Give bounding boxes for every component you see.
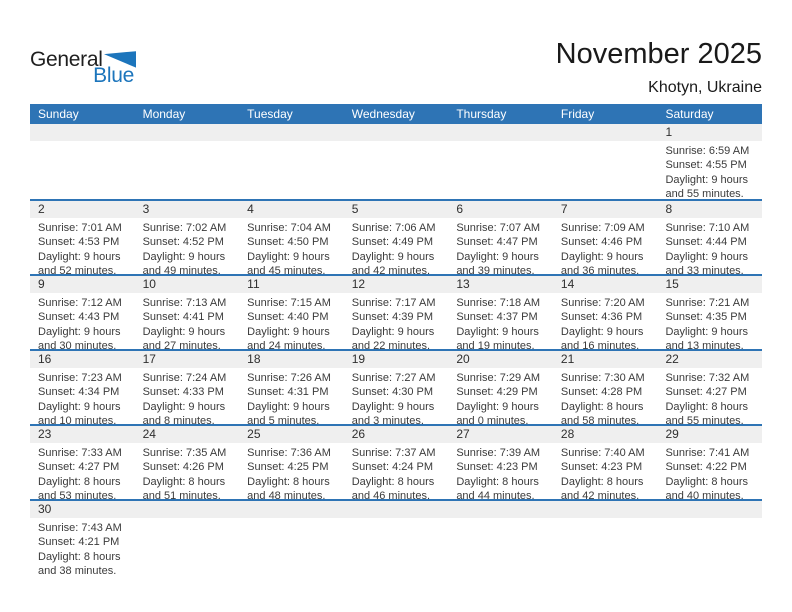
sunrise-text: Sunrise: 7:35 AM [142,447,227,459]
day-cell [30,124,135,199]
weekday-header-label: Saturday [665,107,714,121]
day-details [344,293,449,349]
sunset-text: Sunset: 4:24 PM [351,461,434,474]
daylight-text-line1: Daylight: 9 hours [38,325,121,338]
sunset-text: Sunset: 4:49 PM [351,236,434,249]
day-number: 24 [135,426,240,443]
daylight-text-line1: Daylight: 9 hours [560,325,644,338]
day-details [30,443,135,499]
sunrise-text: Sunrise: 7:43 AM [38,522,122,534]
sunrise-text: Sunrise: 7:39 AM [456,447,541,459]
weekday-header-label: Monday [142,107,186,121]
day-number [553,501,658,518]
daylight-text-line2: and 55 minutes. [665,415,744,424]
sunset-text: Sunset: 4:31 PM [247,386,329,399]
daylight-text-line1: Daylight: 9 hours [351,400,435,413]
weekday-header-label: Friday [560,107,595,121]
day-number: 25 [239,426,344,443]
logo-text-blue: Blue [93,64,134,87]
sunset-text: Sunset: 4:23 PM [456,461,538,474]
day-details [657,443,762,499]
daylight-text-line1: Daylight: 8 hours [456,475,539,488]
daylight-text-line2: and 24 minutes. [247,340,326,349]
day-details [344,518,449,521]
day-number: 15 [657,276,762,293]
day-details [239,218,344,274]
day-number: 1 [657,124,762,141]
day-number [239,501,344,518]
day-cell [448,276,553,349]
daylight-text-line1: Daylight: 8 hours [665,475,749,488]
day-cell [239,426,344,499]
day-cell [135,124,240,199]
day-cell [657,351,762,424]
day-number: 23 [30,426,135,443]
daylight-text-line2: and 53 minutes. [38,490,117,499]
sunrise-text: Sunrise: 7:27 AM [351,372,436,384]
day-number [135,501,240,518]
day-details [448,368,553,424]
day-cell [30,426,135,499]
daylight-text-line1: Daylight: 9 hours [456,250,539,263]
sunset-text: Sunset: 4:46 PM [560,236,643,249]
sunrise-text: Sunrise: 7:12 AM [38,297,122,309]
day-cell [657,501,762,574]
day-cell [344,124,449,199]
day-details [657,293,762,349]
day-details [553,368,658,424]
day-details [657,368,762,424]
day-number: 5 [344,201,449,218]
weekday-header-label: Wednesday [351,107,415,121]
sunrise-text: Sunrise: 7:18 AM [456,297,541,309]
day-cell [344,201,449,274]
daylight-text-line2: and 51 minutes. [142,490,221,499]
day-cell [344,426,449,499]
sunset-text: Sunset: 4:41 PM [142,311,224,324]
day-cell [239,201,344,274]
daylight-text-line2: and 16 minutes. [560,340,640,349]
day-number: 28 [553,426,658,443]
daylight-text-line1: Daylight: 9 hours [38,400,121,413]
weekday-header-label: Thursday [456,107,507,121]
daylight-text-line2: and 42 minutes. [351,265,431,274]
sunset-text: Sunset: 4:29 PM [456,386,538,399]
sunset-text: Sunset: 4:27 PM [665,386,747,399]
day-details [448,141,553,144]
daylight-text-line2: and 42 minutes. [560,490,640,499]
day-cell [30,276,135,349]
sunrise-text: Sunrise: 7:07 AM [456,222,541,234]
sunset-text: Sunset: 4:35 PM [665,311,747,324]
day-number: 21 [553,351,658,368]
daylight-text-line2: and 55 minutes. [665,188,744,199]
day-cell [30,351,135,424]
sunrise-text: Sunrise: 7:15 AM [247,297,331,309]
daylight-text-line2: and 44 minutes. [456,490,535,499]
day-cell [553,426,658,499]
sunrise-text: Sunrise: 7:30 AM [560,372,645,384]
day-cell [553,124,658,199]
day-details [239,368,344,424]
sunrise-text: Sunrise: 7:33 AM [38,447,122,459]
day-details [657,141,762,199]
logo-text-general: General [30,48,103,71]
daylight-text-line1: Daylight: 8 hours [351,475,435,488]
day-cell [448,124,553,199]
day-number: 4 [239,201,344,218]
daylight-text-line1: Daylight: 9 hours [142,400,226,413]
day-details [657,218,762,274]
day-details [239,518,344,521]
day-cell [553,501,658,574]
day-details [30,218,135,274]
daylight-text-line2: and 5 minutes. [247,415,320,424]
daylight-text-line1: Daylight: 9 hours [665,173,749,186]
daylight-text-line1: Daylight: 9 hours [142,250,226,263]
sunrise-text: Sunrise: 7:06 AM [351,222,436,234]
day-details [553,518,658,521]
sunrise-text: Sunrise: 7:37 AM [351,447,436,459]
sunrise-text: Sunrise: 7:01 AM [38,222,122,234]
sunrise-text: Sunrise: 7:26 AM [247,372,331,384]
daylight-text-line1: Daylight: 8 hours [142,475,226,488]
sunset-text: Sunset: 4:39 PM [351,311,434,324]
week-row [30,124,762,199]
day-details [135,518,240,521]
day-cell [135,351,240,424]
sunset-text: Sunset: 4:25 PM [247,461,329,474]
sunset-text: Sunset: 4:23 PM [560,461,643,474]
sunset-text: Sunset: 4:44 PM [665,236,747,249]
day-number [553,124,658,141]
day-cell [553,276,658,349]
daylight-text-line1: Daylight: 9 hours [247,400,330,413]
day-details [448,443,553,499]
sunrise-text: Sunrise: 7:17 AM [351,297,436,309]
day-cell [553,351,658,424]
day-number: 29 [657,426,762,443]
day-number: 27 [448,426,553,443]
day-cell [344,351,449,424]
day-cell [657,276,762,349]
day-details [344,368,449,424]
sunrise-text: Sunrise: 7:36 AM [247,447,331,459]
sunrise-text: Sunrise: 6:59 AM [665,145,750,157]
week-row [30,499,762,574]
day-details [553,141,658,144]
daylight-text-line2: and 10 minutes. [38,415,117,424]
day-cell [239,501,344,574]
day-number [448,501,553,518]
day-cell [135,501,240,574]
day-number: 17 [135,351,240,368]
day-details [239,293,344,349]
day-cell [448,201,553,274]
daylight-text-line2: and 58 minutes. [560,415,640,424]
day-details [135,293,240,349]
sunrise-text: Sunrise: 7:24 AM [142,372,227,384]
sunset-text: Sunset: 4:55 PM [665,159,747,172]
day-cell [448,426,553,499]
day-cell [448,501,553,574]
day-number [344,501,449,518]
sunset-text: Sunset: 4:33 PM [142,386,224,399]
daylight-text-line1: Daylight: 9 hours [665,325,749,338]
calendar-grid [30,124,762,574]
daylight-text-line1: Daylight: 8 hours [38,550,121,563]
daylight-text-line1: Daylight: 8 hours [560,400,644,413]
day-number [448,124,553,141]
day-details [239,141,344,144]
day-details [657,518,762,521]
sunrise-text: Sunrise: 7:21 AM [665,297,750,309]
sunrise-text: Sunrise: 7:40 AM [560,447,645,459]
daylight-text-line2: and 52 minutes. [38,265,117,274]
day-number [135,124,240,141]
daylight-text-line2: and 19 minutes. [456,340,535,349]
daylight-text-line2: and 40 minutes. [665,490,744,499]
daylight-text-line1: Daylight: 8 hours [38,475,121,488]
daylight-text-line2: and 13 minutes. [665,340,744,349]
day-number: 6 [448,201,553,218]
day-cell [135,426,240,499]
day-number: 13 [448,276,553,293]
sunset-text: Sunset: 4:36 PM [560,311,643,324]
sunset-text: Sunset: 4:52 PM [142,236,224,249]
day-number: 22 [657,351,762,368]
sunset-text: Sunset: 4:30 PM [351,386,434,399]
day-cell [135,276,240,349]
daylight-text-line1: Daylight: 9 hours [38,250,121,263]
day-details [135,368,240,424]
day-cell [657,201,762,274]
day-number: 8 [657,201,762,218]
daylight-text-line2: and 8 minutes. [142,415,215,424]
daylight-text-line2: and 27 minutes. [142,340,221,349]
daylight-text-line1: Daylight: 9 hours [560,250,644,263]
day-number: 12 [344,276,449,293]
day-details [344,443,449,499]
general-blue-logo [30,49,136,86]
day-details [448,518,553,521]
day-number: 14 [553,276,658,293]
week-row [30,424,762,499]
sunset-text: Sunset: 4:53 PM [38,236,120,249]
daylight-text-line1: Daylight: 9 hours [247,250,330,263]
day-cell [553,201,658,274]
weekday-header-label: Tuesday [247,107,293,121]
day-details [344,141,449,144]
sunrise-text: Sunrise: 7:41 AM [665,447,750,459]
daylight-text-line2: and 46 minutes. [351,490,431,499]
day-details [553,218,658,274]
day-number [344,124,449,141]
sunset-text: Sunset: 4:27 PM [38,461,120,474]
day-cell [239,276,344,349]
day-cell [344,501,449,574]
sunrise-text: Sunrise: 7:09 AM [560,222,645,234]
daylight-text-line2: and 49 minutes. [142,265,221,274]
day-cell [344,276,449,349]
day-details [553,443,658,499]
day-number: 3 [135,201,240,218]
day-details [344,218,449,274]
weekday-header-row [30,104,762,124]
weekday-header-label: Sunday [38,107,79,121]
sunset-text: Sunset: 4:43 PM [38,311,120,324]
daylight-text-line2: and 38 minutes. [38,565,117,574]
daylight-text-line2: and 22 minutes. [351,340,431,349]
daylight-text-line2: and 39 minutes. [456,265,535,274]
sunset-text: Sunset: 4:37 PM [456,311,538,324]
page-title: November 2025 [555,38,762,70]
day-number [657,501,762,518]
sunset-text: Sunset: 4:40 PM [247,311,329,324]
day-number: 11 [239,276,344,293]
week-row [30,274,762,349]
daylight-text-line1: Daylight: 9 hours [456,325,539,338]
day-cell [239,351,344,424]
daylight-text-line1: Daylight: 9 hours [142,325,226,338]
sunset-text: Sunset: 4:22 PM [665,461,747,474]
sunset-text: Sunset: 4:34 PM [38,386,120,399]
day-number: 9 [30,276,135,293]
daylight-text-line1: Daylight: 8 hours [560,475,644,488]
sunset-text: Sunset: 4:50 PM [247,236,329,249]
sunset-text: Sunset: 4:28 PM [560,386,643,399]
sunrise-text: Sunrise: 7:29 AM [456,372,541,384]
sunset-text: Sunset: 4:47 PM [456,236,538,249]
location-subtitle: Khotyn, Ukraine [648,79,762,96]
daylight-text-line2: and 45 minutes. [247,265,326,274]
day-cell [30,201,135,274]
day-number: 30 [30,501,135,518]
sunset-text: Sunset: 4:26 PM [142,461,224,474]
calendar [30,104,762,574]
daylight-text-line1: Daylight: 9 hours [665,250,749,263]
daylight-text-line2: and 0 minutes. [456,415,529,424]
day-details [135,141,240,144]
day-cell [30,501,135,574]
sunset-text: Sunset: 4:21 PM [38,536,120,549]
daylight-text-line1: Daylight: 9 hours [351,250,435,263]
daylight-text-line1: Daylight: 8 hours [247,475,330,488]
daylight-text-line1: Daylight: 8 hours [665,400,749,413]
day-details [135,443,240,499]
daylight-text-line1: Daylight: 9 hours [456,400,539,413]
daylight-text-line1: Daylight: 9 hours [351,325,435,338]
day-number [239,124,344,141]
day-number: 26 [344,426,449,443]
week-row [30,199,762,274]
day-number: 2 [30,201,135,218]
day-details [553,293,658,349]
daylight-text-line2: and 36 minutes. [560,265,640,274]
day-number: 20 [448,351,553,368]
sunrise-text: Sunrise: 7:32 AM [665,372,750,384]
sunrise-text: Sunrise: 7:23 AM [38,372,122,384]
week-row [30,349,762,424]
sunrise-text: Sunrise: 7:20 AM [560,297,645,309]
day-number: 10 [135,276,240,293]
sunrise-text: Sunrise: 7:13 AM [142,297,227,309]
day-details [30,293,135,349]
daylight-text-line2: and 3 minutes. [351,415,424,424]
sunrise-text: Sunrise: 7:10 AM [665,222,750,234]
day-details [448,293,553,349]
day-details [448,218,553,274]
day-cell [657,426,762,499]
day-number: 16 [30,351,135,368]
day-details [135,218,240,274]
day-number: 7 [553,201,658,218]
sunrise-text: Sunrise: 7:04 AM [247,222,331,234]
sunrise-text: Sunrise: 7:02 AM [142,222,227,234]
day-details [30,141,135,144]
daylight-text-line1: Daylight: 9 hours [247,325,330,338]
day-cell [448,351,553,424]
day-details [30,518,135,574]
day-cell [135,201,240,274]
day-cell [239,124,344,199]
day-number [30,124,135,141]
daylight-text-line2: and 33 minutes. [665,265,744,274]
daylight-text-line2: and 48 minutes. [247,490,326,499]
day-cell [657,124,762,199]
day-details [239,443,344,499]
day-details [30,368,135,424]
title-block [556,38,762,97]
daylight-text-line2: and 30 minutes. [38,340,117,349]
day-number: 18 [239,351,344,368]
day-number: 19 [344,351,449,368]
